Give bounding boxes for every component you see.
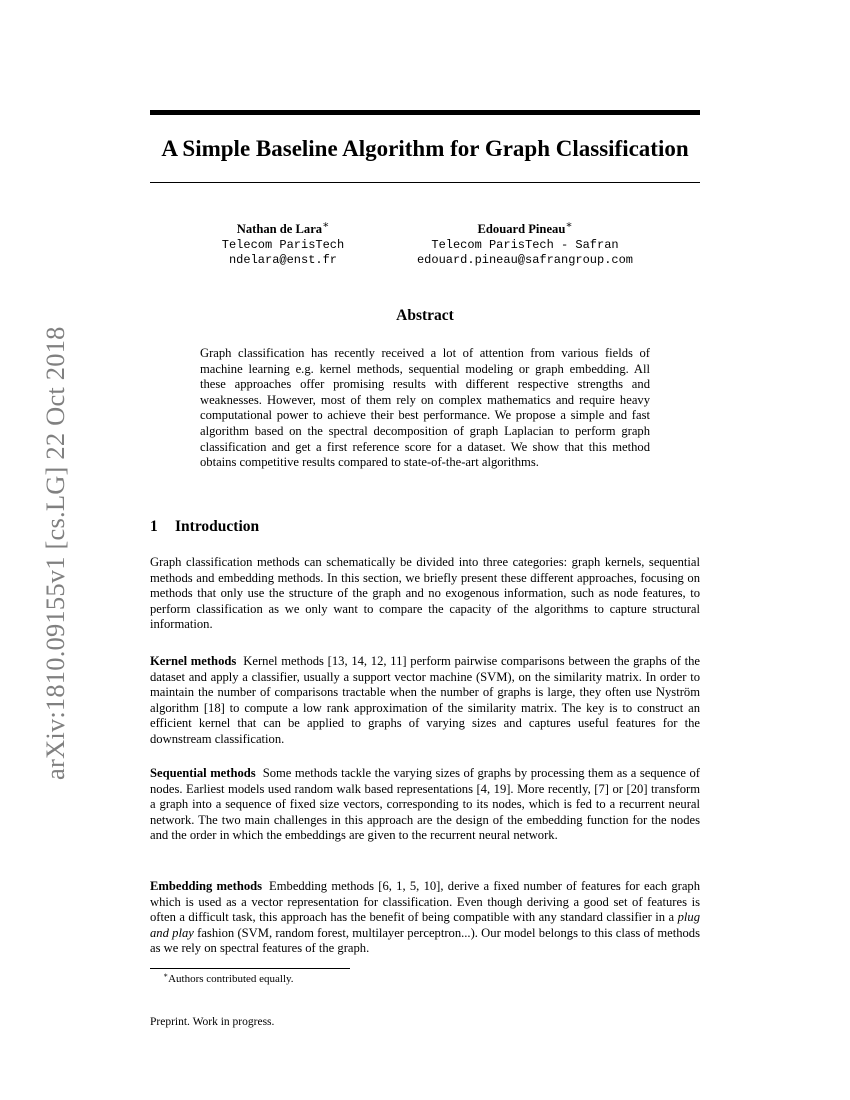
paper-title: A Simple Baseline Algorithm for Graph Classification bbox=[161, 136, 689, 161]
author-mark-1: ∗ bbox=[322, 219, 330, 231]
author-affiliation-1: Telecom ParisTech bbox=[221, 237, 345, 252]
arxiv-stamp: arXiv:1810.09155v1 [cs.LG] 22 Oct 2018 bbox=[40, 326, 70, 780]
author-email-1: ndelara@enst.fr bbox=[228, 253, 338, 268]
footnote-rule bbox=[150, 968, 350, 969]
preprint-note: Preprint. Work in progress. bbox=[150, 1016, 275, 1028]
abstract-heading: Abstract bbox=[396, 307, 454, 324]
author-mark-2: ∗ bbox=[565, 219, 573, 231]
embedding-methods-text-a: Embedding methods [6, 1, 5, 10], derive a fixed number of features for each graph which is used as a vector representation for classification. Even though deriving a good set of features is often a difficult task, this approach has the benefit of being compatible with any standard classifier in a bbox=[150, 879, 701, 925]
embedding-methods-text-b: fashion (SVM, random forest, multilayer perceptron...). Our model belongs to this class of methods as we rely on spectral features of the graph. bbox=[150, 925, 700, 956]
sequential-methods-heading: Sequential methods bbox=[150, 766, 256, 780]
section-heading-introduction bbox=[150, 518, 259, 536]
intro-paragraph: Graph classification methods can schematically be divided into three categories: graph kernels, sequential methods and embedding methods. In this section, we briefly present these different approaches, focusing on methods that only use the structure of the graph and no exogenous information, such as node features, to perform classification as we only want to compare the capacity of the algorithms to capture structural information. bbox=[150, 555, 700, 632]
author-block-1 bbox=[200, 219, 366, 269]
author-name-1: Nathan de Lara∗ bbox=[236, 219, 330, 236]
kernel-methods-paragraph bbox=[150, 654, 700, 748]
title-top-rule bbox=[150, 110, 700, 115]
author-name-2: Edouard Pineau∗ bbox=[477, 219, 573, 236]
footnote-text: Authors contributed equally. bbox=[168, 973, 294, 985]
title-bottom-rule bbox=[150, 182, 700, 183]
embedding-methods-paragraph bbox=[150, 879, 700, 957]
kernel-methods-heading: Kernel methods bbox=[150, 654, 237, 668]
section-title: Introduction bbox=[175, 518, 260, 535]
sequential-methods-paragraph bbox=[150, 766, 700, 844]
footnote bbox=[163, 972, 294, 986]
author-block-2 bbox=[400, 219, 650, 269]
sequential-methods-text: Some methods tackle the varying sizes of graphs by processing them as a sequence of nodes. Earliest models used random walk based representations [4, 19]. More recently, [7] or [20] transform a graph into a sequence of fixed size vectors, corresponding to its nodes, which is fed to a recurrent neural network. The two main challenges in this approach are the design of the embedding function for the nodes and the order in which the embeddings are given to the recurrent neural network. bbox=[150, 766, 700, 843]
author-email-2: edouard.pineau@safrangroup.com bbox=[416, 253, 634, 268]
abstract-text: Graph classification has recently received a lot of attention from various fields of machine learning e.g. kernel methods, sequential modeling or graph embedding. All these approaches offer promising results with different respective strengths and weaknesses. However, most of them rely on complex mathematics and require heavy computational power to achieve their best performance. We propose a simple and fast algorithm based on the spectral decomposition of graph Laplacian to perform graph classification and get a first reference score for a dataset. We show that this method obtains competitive results compared to state-of-the-art algorithms. bbox=[200, 346, 650, 470]
embedding-methods-italic: plug and play bbox=[150, 910, 700, 940]
section-number: 1 bbox=[150, 518, 158, 535]
author-affiliation-2: Telecom ParisTech - Safran bbox=[431, 237, 619, 252]
footnote-mark: ∗ bbox=[163, 970, 169, 980]
embedding-methods-heading: Embedding methods bbox=[150, 879, 263, 893]
kernel-methods-text: Kernel methods [13, 14, 12, 11] perform pairwise comparisons between the graphs of the dataset and apply a classifier, usually a support vector machine (SVM), on the similarity matrix. In order to maintain the number of comparisons tractable when the number of graphs is large, they often use Nyström algorithm [18] to compute a low rank approximation of the similarity matrix. The key is to construct an efficient kernel that can be applied to graphs of varying sizes and captures useful features for the downstream classification. bbox=[150, 654, 700, 746]
